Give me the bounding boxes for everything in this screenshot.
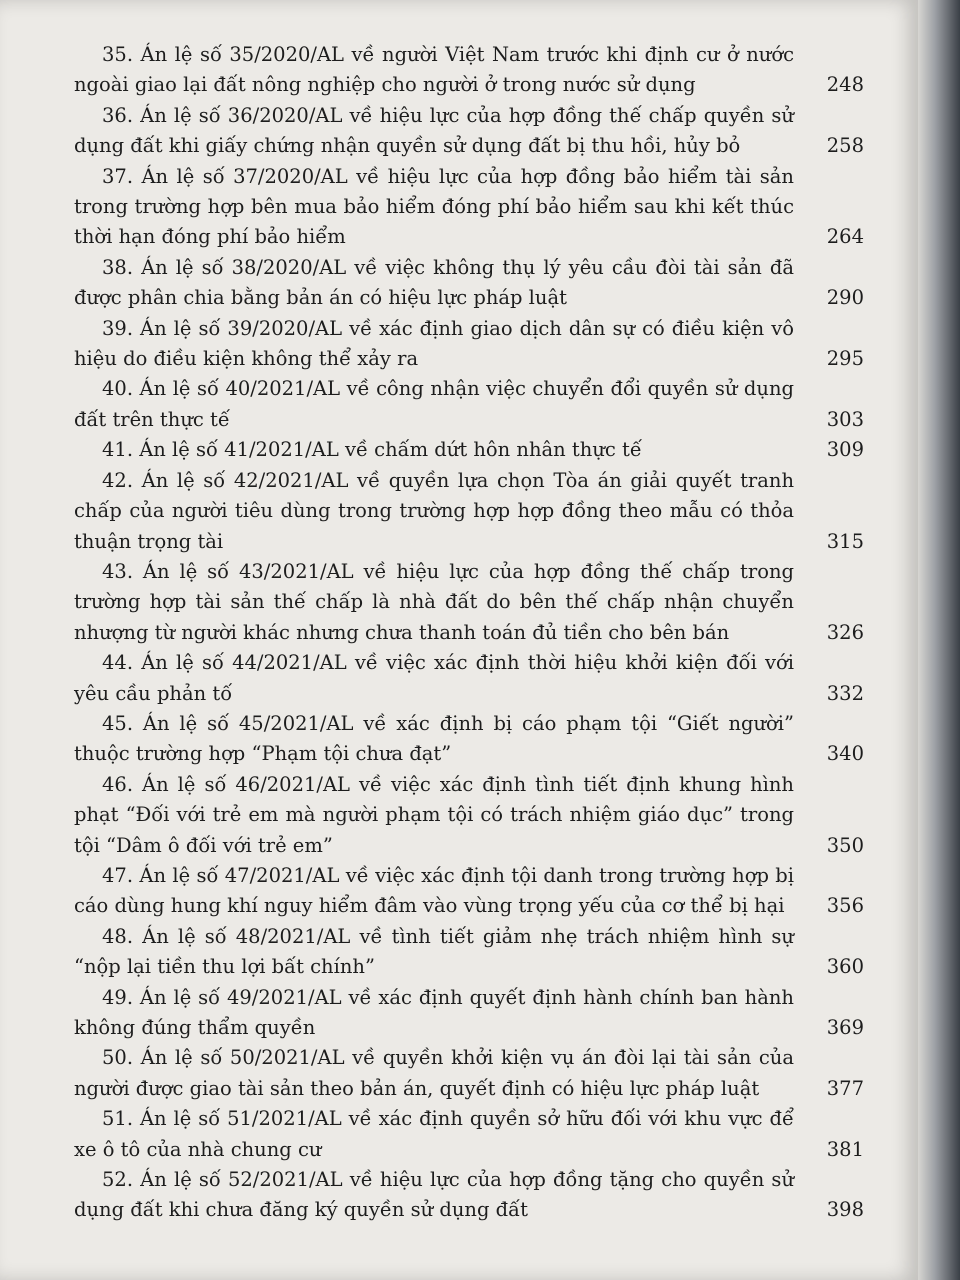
toc-entry-page: 360 <box>826 955 864 979</box>
toc-entry-title: 36. Án lệ số 36/2020/AL về hiệu lực của hợp đồng thế chấp quyền sử dụng đất khi giấy chứng nhận quyền sử dụng đất bị thu hồi, hủy bỏ <box>74 103 794 158</box>
toc-entry <box>74 101 864 162</box>
toc-entry-title: 46. Án lệ số 46/2021/AL về việc xác định tình tiết định khung hình phạt “Đối với trẻ em mà người phạm tội có trách nhiệm giáo dục” trong tội “Dâm ô đối với trẻ em” <box>74 772 794 857</box>
toc-entry-title: 39. Án lệ số 39/2020/AL về xác định giao dịch dân sự có điều kiện vô hiệu do điều kiện không thể xảy ra <box>74 316 794 371</box>
toc-entry-page: 258 <box>826 134 864 158</box>
toc-entry <box>74 922 864 983</box>
toc-entry-page: 377 <box>826 1076 864 1100</box>
toc-entry <box>74 1165 864 1226</box>
toc-entry <box>74 1104 864 1165</box>
toc-entry <box>74 374 864 435</box>
toc-entry-title: 38. Án lệ số 38/2020/AL về việc không thụ lý yêu cầu đòi tài sản đã được phân chia bằng bản án có hiệu lực pháp luật <box>74 255 794 310</box>
toc-entry-title: 35. Án lệ số 35/2020/AL về người Việt Nam trước khi định cư ở nước ngoài giao lại đất nông nghiệp cho người ở trong nước sử dụng <box>74 43 794 97</box>
toc-entry <box>74 314 864 375</box>
toc-entry-title: 37. Án lệ số 37/2020/AL về hiệu lực của hợp đồng bảo hiểm tài sản trong trường hợp bên mua bảo hiểm đóng phí bảo hiểm sau khi kết thúc thời hạn đóng phí bảo hiểm <box>74 164 794 249</box>
toc-entry <box>74 435 864 465</box>
toc-entry-title: 48. Án lệ số 48/2021/AL về tình tiết giảm nhẹ trách nhiệm hình sự “nộp lại tiền thu lợi bất chính” <box>74 924 794 979</box>
toc-entry <box>74 770 864 861</box>
toc-entry <box>74 709 864 770</box>
toc-entry-page: 398 <box>826 1198 864 1222</box>
toc-entry-page: 326 <box>826 620 864 644</box>
toc-entry-title: 45. Án lệ số 45/2021/AL về xác định bị cáo phạm tội “Giết người” thuộc trường hợp “Phạm tội chưa đạt” <box>74 711 794 766</box>
toc-entry-page: 369 <box>826 1016 864 1039</box>
toc-entry-page: 356 <box>826 894 864 918</box>
toc-entry-page: 290 <box>826 286 864 310</box>
toc-entry-title: 52. Án lệ số 52/2021/AL về hiệu lực của hợp đồng tặng cho quyền sử dụng đất khi chưa đăng ký quyền sử dụng đất <box>74 1168 794 1222</box>
page-edge-shadow <box>918 0 960 1280</box>
toc-entry <box>74 983 864 1044</box>
toc-entry-title: 42. Án lệ số 42/2021/AL về quyền lựa chọn Tòa án giải quyết tranh chấp của người tiêu dùng trong trường hợp hợp đồng theo mẫu có thỏa thuận trọng tài <box>74 468 794 553</box>
toc-entry-page: 264 <box>826 225 864 249</box>
toc-entry <box>74 466 864 557</box>
toc-entry-title: 40. Án lệ số 40/2021/AL về công nhận việc chuyển đổi quyền sử dụng đất trên thực tế <box>74 377 794 431</box>
toc-entry <box>74 648 864 709</box>
toc-entry-page: 381 <box>826 1137 864 1161</box>
toc-entry-page: 315 <box>826 529 864 553</box>
toc-entry-page: 309 <box>826 438 864 462</box>
toc-entry-title: 41. Án lệ số 41/2021/AL về chấm dứt hôn nhân thực tế <box>102 438 642 462</box>
toc-entry-title: 50. Án lệ số 50/2021/AL về quyền khởi kiện vụ án đòi lại tài sản của người được giao tài sản theo bản án, quyết định có hiệu lực pháp luật <box>74 1046 794 1100</box>
toc-entry-page: 295 <box>826 347 864 371</box>
toc-entry <box>74 40 864 101</box>
toc-entry-title: 43. Án lệ số 43/2021/AL về hiệu lực của hợp đồng thế chấp trong trường hợp tài sản thế chấp là nhà đất do bên thế chấp nhận chuyển nhượng từ người khác nhưng chưa thanh toán đủ tiền cho bên bán <box>74 559 794 644</box>
toc-entry <box>74 1043 864 1104</box>
toc-entry-page: 303 <box>826 407 864 431</box>
table-of-contents <box>74 40 864 1226</box>
toc-entry-page: 248 <box>826 73 864 97</box>
toc-entry <box>74 162 864 253</box>
toc-entry-page: 332 <box>826 681 864 705</box>
toc-entry-title: 44. Án lệ số 44/2021/AL về việc xác định thời hiệu khởi kiện đối với yêu cầu phản tố <box>74 651 794 705</box>
toc-entry-page: 340 <box>826 742 864 766</box>
toc-entry-page: 350 <box>826 833 864 857</box>
toc-entry-title: 49. Án lệ số 49/2021/AL về xác định quyết định hành chính ban hành không đúng thẩm quyền <box>74 985 794 1039</box>
toc-entry <box>74 557 864 648</box>
toc-entry-title: 47. Án lệ số 47/2021/AL về việc xác định tội danh trong trường hợp bị cáo dùng hung khí nguy hiểm đâm vào vùng trọng yếu của cơ thể bị hại <box>74 863 794 918</box>
toc-entry-title: 51. Án lệ số 51/2021/AL về xác định quyền sở hữu đối với khu vực để xe ô tô của nhà chung cư <box>74 1107 794 1161</box>
toc-entry <box>74 253 864 314</box>
toc-entry <box>74 861 864 922</box>
